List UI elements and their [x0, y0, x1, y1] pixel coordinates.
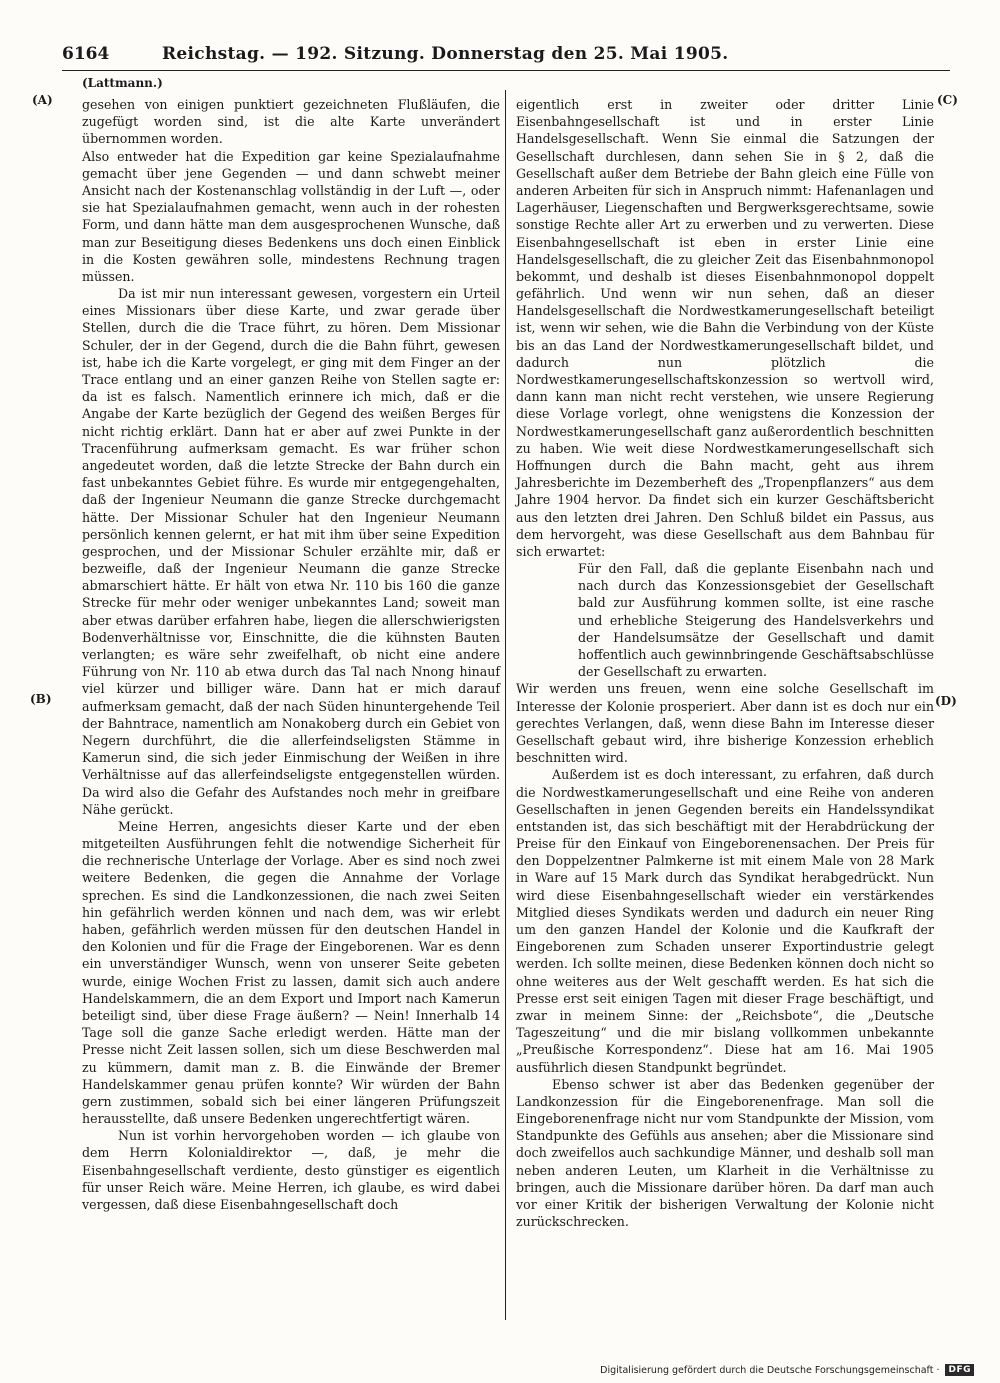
margin-marker-a: (A) [32, 93, 53, 107]
margin-marker-b: (B) [30, 692, 52, 706]
right-column [516, 96, 934, 1230]
column-divider [505, 90, 506, 1320]
digitization-credit [600, 1364, 974, 1376]
paragraph: eigentlich erst in zweiter oder dritter Linie Eisenbahngesellschaft ist und in erster Linie Handelsgesellschaft. Wenn Sie einmal die Satzungen der Gesellschaft durchlesen, dann sehen Sie in § 2, daß die Gesellschaft außer dem Betriebe der Bahn gleich eine Fülle von anderen Arbeiten für sich in Anspruch nimmt: Hafenanlagen und Lagerhäuser, Liegenschaften und Bergwerksgerechtsame, sowie sonstige Rechte aller Art zu erwerben und zu verwerten. Diese Eisenbahngesellschaft ist eben in erster Linie eine Handelsgesellschaft, die zu gleicher Zeit das Eisenbahnmonopol bekommt, und deshalb ist dieses Eisenbahnmonopol doppelt gefährlich. Und wenn wir nun sehen, daß an dieser Handelsgesellschaft die Nordwestkamerungesellschaft beteiligt ist, wenn wir sehen, wie die Bahn die Verbindung von der Küste bis an das Land der Nordwestkamerungesellschaft bildet, und dadurch nun plötzlich die Nordwestkamerungesellschaftskonzession so wertvoll wird, dann kann man nicht recht verstehen, wie unsere Regierung diese Vorlage vorlegt, ohne wenigstens die Konzession der Nordwestkamerungesellschaft ganz außerordentlich beschnitten zu haben. Wie weit diese Nordwestkamerungesellschaft sich Hoffnungen durch die Bahn macht, geht aus ihrem Jahresberichte im Dezemberheft des „Tropenpflanzers“ aus dem Jahre 1904 hervor. Da findet sich ein kurzer Geschäftsbericht aus den letzten drei Jahren. Den Schluß bildet ein Passus, aus dem hervorgeht, was diese Gesellschaft aus dem Bahnbau für sich erwartet: [516, 97, 934, 559]
page-number: 6164 [62, 44, 110, 64]
paragraph: Da ist mir nun interessant gewesen, vorgestern ein Urteil eines Missionars über diese Karte, und zwar gerade über Stellen, durch die die Trace führt, zu hören. Dem Missionar Schuler, der in der Gegend, durch die die Bahn führt, gewesen ist, habe ich die Karte vorgelegt, er ging mit dem Finger an der Trace entlang und an einer ganzen Reihe von Stellen sagte er: da ist es falsch. Namentlich erinnere ich mich, daß er die Angabe der Karte bezüglich der Gegend des weißen Berges für nicht richtig erklärt. Dann hat er aber auf zwei Punkte in der Tracenführung aufmerksam gemacht. Es war früher schon angedeutet worden, daß die letzte Strecke der Bahn durch ein fast unbekanntes Gebiet führe. Es wurde mir entgegengehalten, daß der Ingenieur Neumann die ganze Strecke durchgemacht hätte. Der Missionar Schuler hat den Ingenieur Neumann persönlich kennen gelernt, er hat mit ihm über seine Expedition gesprochen, und der Missionar Schuler erzählte mir, daß er bezweifle, daß der Ingenieur Neumann die ganze Strecke abmarschiert hätte. Er hält von etwa Nr. 110 bis 160 die ganze Strecke für mehr oder weniger unbekanntes Land; soweit man aber etwas darüber erfahren habe, liegen die allerschwierigsten Bodenverhältnisse vor, Einschnitte, die die kühnsten Bauten verlangten; es wäre sehr zweifelhaft, ob nicht eine andere Führung von Nr. 110 ab etwa durch das Tal nach Nnong hinauf viel kürzer und billiger wäre. Dann hat er mich darauf aufmerksam gemacht, daß der nach Süden hinuntergehende Teil der Bahntrace, namentlich am Nonakoberg durch ein Gebiet von Negern durchführt, die die allerfeindseligsten Stämme in Kamerun sind, die sich jeder Einmischung der Weißen in ihre Verhältnisse auf das allerfeindseligste entgegenstellen würden. Da wird also die Gefahr des Aufstandes noch mehr in greifbare Nähe gerückt. [82, 286, 500, 817]
page-header [62, 44, 950, 71]
paragraph: gesehen von einigen punktiert gezeichneten Flußläufen, die zugefügt worden sind, ist die alte Karte unverändert übernommen worden. [82, 97, 500, 147]
paragraph: Wir werden uns freuen, wenn eine solche Gesellschaft im Interesse der Kolonie prosperiert. Aber dann ist es doch nur ein gerechtes Verlangen, daß, wenn diese Bahn im Interesse dieser Gesellschaft gebaut wird, ihre bisherige Konzession erheblich beschnitten wird. [516, 681, 934, 766]
paragraph: Ebenso schwer ist aber das Bedenken gegenüber der Landkonzession für die Eingeborenenfrage. Man soll die Eingeborenenfrage nicht nur vom Standpunkte der Mission, vom Standpunkte des Gefühls aus ansehen; aber die Missionare sind doch zweifellos auch sachkundige Männer, und deshalb soll man neben anderen Leuten, um Klarheit in die Verhältnisse zu bringen, auch die Missionare darüber hören. Da darf man auch vor einer Kritik der bisherigen Verwaltung der Kolonie nicht zurückschrecken. [516, 1076, 934, 1230]
running-title: Reichstag. — 192. Sitzung. Donnerstag den 25. Mai 1905. [162, 44, 729, 64]
margin-marker-d: (D) [935, 694, 957, 708]
paragraph: Außerdem ist es doch interessant, zu erfahren, daß durch die Nordwestkamerungesellschaft und eine Reihe von anderen Gesellschaften in jenen Gegenden bereits ein Handelssyndikat entstanden ist, das sich beschäftigt mit der Herabdrückung der Preise für den Einkauf von Eingeborenensachen. Der Preis für den Doppelzentner Palmkerne ist mit einem Male von 28 Mark in Ware auf 15 Mark durch das Syndikat herabgedrückt. Nun wird diese Eisenbahngesellschaft wieder ein verstärkendes Mitglied dieses Syndikats werden und dadurch ein neuer Ring um den ganzen Handel der Kolonie und die Kaufkraft der Eingeborenen zum Schaden unserer Exportindustrie gelegt werden. Ich sollte meinen, diese Bedenken können doch nicht so ohne weiteres aus der Welt geschafft werden. Es hat sich die Presse erst seit einigen Tagen mit dieser Frage beschäftigt, und zwar in meinem Sinne: der „Reichsbote“, die „Deutsche Tageszeitung“ und die mir bislang vollkommen unbekannte „Preußische Korrespondenz“. Diese hat am 16. Mai 1905 ausführlich diesen Standpunkt begründet. [516, 767, 934, 1075]
margin-marker-c: (C) [937, 93, 958, 107]
paragraph: Nun ist vorhin hervorgehoben worden — ich glaube von dem Herrn Kolonialdirektor —, daß, je mehr die Eisenbahngesellschaft verdiente, desto günstiger es eigentlich für unser Reich wäre. Meine Herren, ich glaube, es wird dabei vergessen, daß diese Eisenbahngesellschaft doch [82, 1128, 500, 1212]
credit-text: Digitalisierung gefördert durch die Deutsche Forschungsgemeinschaft · [600, 1364, 940, 1376]
paragraph: Meine Herren, angesichts dieser Karte und der eben mitgeteilten Ausführungen fehlt die notwendige Sicherheit für die rechnerische Unterlage der Vorlage. Aber es sind noch zwei weitere Bedenken, die gegen die Annahme der Vorlage sprechen. Es sind die Landkonzessionen, die nach zwei Seiten hin gefährlich werden können und nach dem, was wir erlebt haben, gefährlich werden müssen für den deutschen Handel in den Kolonien und für die Frage der Eingeborenen. War es denn ein unverständiger Wunsch, wenn von unserer Seite gebeten wurde, einige Wochen Frist zu lassen, damit sich auch andere Handelskammern, die an dem Export und Import nach Kamerun beteiligt sind, über diese Frage äußern? — Nein! Innerhalb 14 Tage soll die ganze Sache erledigt werden. Hätte man der Presse nicht Zeit lassen sollen, sich um diese Beschwerden mal zu kümmern, damit man z. B. die Einwände der Bremer Handelskammer genau prüfen konnte? Wir würden der Bahn gern zustimmen, sobald sich bei einer längeren Prüfungszeit herausstellte, daß unsere Bedenken ungerechtfertigt wären. [82, 818, 500, 1127]
left-column [82, 96, 500, 1213]
speaker-name: (Lattmann.) [82, 76, 163, 90]
quoted-passage: Für den Fall, daß die geplante Eisenbahn nach und nach durch das Konzessionsgebiet der Gesellschaft bald zur Ausführung kommen sollte, ist eine rasche und erhebliche Steigerung des Handelsverkehrs und der Handelsumsätze der Gesellschaft und damit hoffentlich auch gewinnbringende Geschäftsabschlüsse der Gesellschaft zu erwarten. [578, 561, 934, 680]
paragraph: Also entweder hat die Expedition gar keine Spezialaufnahme gemacht über jene Gegenden — und dann schwebt meiner Ansicht nach der Kostenanschlag vollständig in der Luft —, oder sie hat Spezialaufnahmen gemacht, wenn auch in der rohesten Form, und dann hätte man dem ausgesprochenen Wunsche, daß man zur Beseitigung dieses Bedenkens uns doch einen Einblick in die Kosten gewähren solle, mindestens Rechnung tragen müssen. [82, 148, 500, 284]
dfg-logo: DFG [945, 1364, 974, 1376]
